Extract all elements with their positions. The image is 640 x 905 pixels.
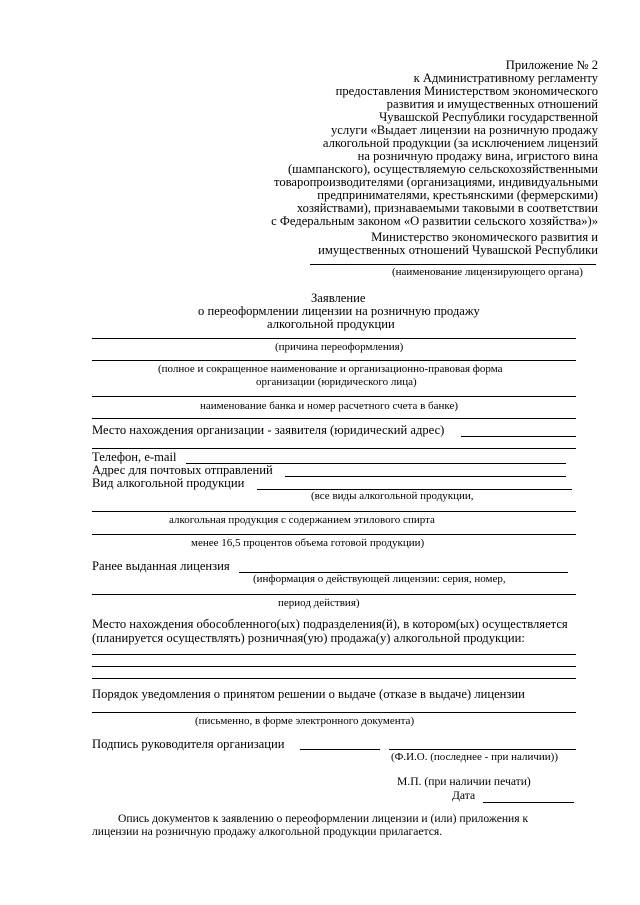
branch-location-text-2: (планируется осуществлять) розничная(ую) продажа(у) алкогольной продукции: xyxy=(92,631,525,645)
bank-field-line-2[interactable] xyxy=(92,418,576,419)
location-field-line-2[interactable] xyxy=(92,448,576,449)
product-type-caption-1: (все виды алкогольной продукции, xyxy=(311,490,474,502)
header-line: Чувашской Республики государственной xyxy=(379,110,598,124)
header-line: алкогольной продукции (за исключением лицензий xyxy=(322,136,598,150)
previous-license-field-line-2[interactable] xyxy=(92,594,576,595)
notification-field[interactable] xyxy=(92,712,576,713)
fio-caption: (Ф.И.О. (последнее - при наличии)) xyxy=(391,751,558,763)
notification-label: Порядок уведомления о принятом решении о выдаче (отказе в выдаче) лицензии xyxy=(92,687,525,701)
org-name-field[interactable] xyxy=(92,360,576,361)
postal-address-field[interactable] xyxy=(285,476,566,477)
header-line: услуги «Выдает лицензии на розничную продажу xyxy=(330,123,598,137)
licensing-authority-field[interactable] xyxy=(310,264,596,265)
previous-license-caption-2: период действия) xyxy=(278,597,360,609)
location-field[interactable] xyxy=(461,436,576,437)
product-type-label: Вид алкогольной продукции xyxy=(92,476,245,490)
branch-location-field-1[interactable] xyxy=(92,654,576,655)
branch-location-field-2[interactable] xyxy=(92,666,576,667)
bank-caption: наименование банка и номер расчетного счета в банке) xyxy=(200,400,459,412)
branch-location-field-3[interactable] xyxy=(92,678,576,679)
header-line: с Федеральным законом «О развитии сельского хозяйства»)» xyxy=(271,214,598,228)
addressee-line-2: имущественных отношений Чувашской Республики xyxy=(318,243,598,257)
header-line: хозяйствами), признаваемыми таковыми в соответствии xyxy=(296,201,598,215)
previous-license-caption-1: (информация о действующей лицензии: серия, номер, xyxy=(253,573,506,585)
fio-field[interactable] xyxy=(389,749,576,750)
licensing-authority-caption: (наименование лицензирующего органа) xyxy=(392,266,583,278)
signature-label: Подпись руководителя организации xyxy=(92,737,285,751)
document-subtitle-1: о переоформлении лицензии на розничную продажу xyxy=(198,304,480,318)
bank-field[interactable] xyxy=(92,396,576,397)
product-type-field-line-3[interactable] xyxy=(92,534,576,535)
phone-label: Телефон, e-mail xyxy=(92,450,177,464)
footer-text-2: лицензии на розничную продажу алкогольной продукции прилагается. xyxy=(92,825,443,838)
header-line: развития и имущественных отношений xyxy=(386,97,598,111)
date-field[interactable] xyxy=(483,802,574,803)
product-type-caption-2: алкогольная продукция с содержанием этилового спирта xyxy=(169,514,435,526)
header-line: предоставления Министерством экономического xyxy=(335,84,598,98)
signature-field[interactable] xyxy=(300,749,380,750)
stamp-label: М.П. (при наличии печати) xyxy=(397,775,531,788)
document-subtitle-2: алкогольной продукции xyxy=(267,317,395,331)
reason-caption: (причина переоформления) xyxy=(275,341,404,353)
notification-caption: (письменно, в форме электронного документа) xyxy=(195,715,415,727)
header-line: предпринимателями, крестьянскими (фермерскими) xyxy=(317,188,598,202)
footer-text-1: Опись документов к заявлению о переоформлении лицензии и (или) приложения к xyxy=(118,812,529,825)
header-line: Приложение № 2 xyxy=(505,58,598,72)
product-type-caption-3: менее 16,5 процентов объема готовой продукции) xyxy=(191,537,425,549)
org-name-caption-1: (полное и сокращенное наименование и организационно-правовая форма xyxy=(158,363,503,375)
product-type-field-line-2[interactable] xyxy=(92,511,576,512)
postal-address-label: Адрес для почтовых отправлений xyxy=(92,463,273,477)
date-label: Дата xyxy=(452,789,476,802)
header-line: товаропроизводителями (организациями, индивидуальными xyxy=(274,175,598,189)
addressee-line-1: Министерство экономического развития и xyxy=(371,230,598,244)
document-title: Заявление xyxy=(311,291,366,305)
header-line: (шампанского), осуществляемую сельскохозяйственными xyxy=(287,162,598,176)
reason-field[interactable] xyxy=(92,338,576,339)
header-line: на розничную продажу вина, игристого вина xyxy=(357,149,598,163)
previous-license-label: Ранее выданная лицензия xyxy=(92,559,230,573)
branch-location-text-1: Место нахождения обособленного(ых) подразделения(й), в котором(ых) осуществляется xyxy=(92,617,568,631)
header-line: к Административному регламенту xyxy=(413,71,598,85)
location-label: Место нахождения организации - заявителя (юридический адрес) xyxy=(92,423,445,437)
org-name-caption-2: организации (юридического лица) xyxy=(256,376,417,388)
